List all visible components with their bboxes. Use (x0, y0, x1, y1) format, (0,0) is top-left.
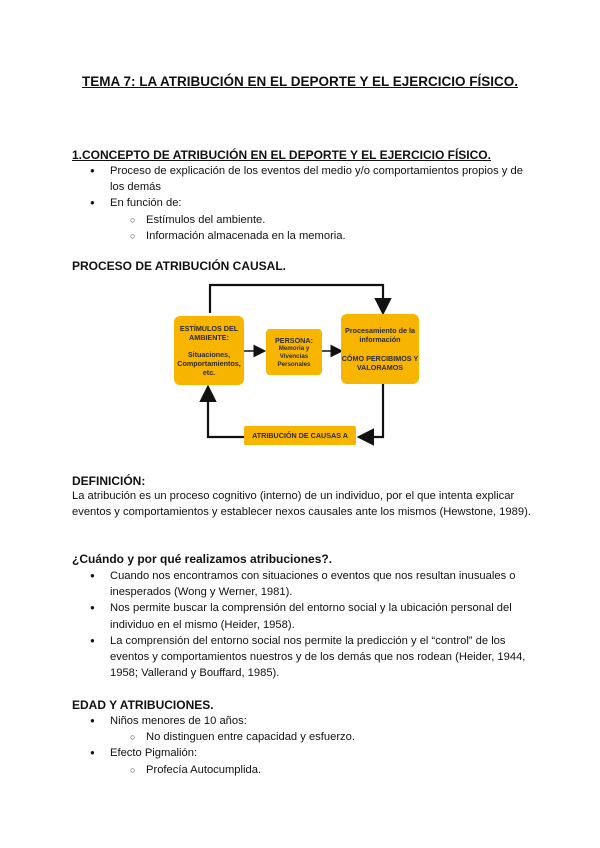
list-item: ● La comprensión del entorno social nos permite la predicción y el “control” de los eventos y comportamientos nuestros y de los demás que nos rodean (Heider, 1944, 1958; Vallerand y Bouffard, 1985). (90, 633, 530, 682)
list-item: ● Proceso de explicación de los eventos del medio y/o comportamientos propios y de los demás (90, 163, 530, 195)
sub-list (110, 729, 530, 745)
processing-box (341, 314, 419, 384)
section1-heading: 1.CONCEPTO DE ATRIBUCIÓN EN EL DEPORTE Y EL EJERCICIO FÍSICO. (72, 148, 491, 162)
person-box (266, 329, 322, 375)
sub-list-item: ○ Estímulos del ambiente. (110, 212, 530, 228)
definition-text: La atribución es un proceso cognitivo (interno) de un individuo, por el que intenta explicar eventos y comportamientos y establecer nexos causales ante los mismos (Hewstone, 1989). (72, 490, 531, 519)
list-item (90, 713, 530, 745)
top-feedback-arrow (210, 285, 383, 313)
list-item-label: Niños menores de 10 años: (110, 715, 247, 727)
processing-box-body: CÓMO PERCIBIMOS Y VALORAMOS (341, 354, 419, 372)
sub-list (110, 762, 530, 778)
list-item-label: Efecto Pigmalión: (110, 747, 198, 760)
process-heading: PROCESO DE ATRIBUCIÓN CAUSAL. (72, 259, 287, 273)
stimuli-box-title: ESTÍMULOS DEL AMBIENTE: (179, 324, 239, 342)
attribution-box-label: ATRIBUCIÓN DE CAUSAS A (252, 431, 348, 440)
list-item: ● Cuando nos encontramos con situaciones o eventos que nos resultan inusuales o inesperados (Wong y Werner, 1981). (90, 568, 530, 600)
list-item: ● Nos permite buscar la comprensión del entorno social y la ubicación personal del individuo en el mismo (Heider, 1958). (90, 600, 530, 632)
list-item-label: En función de: (110, 197, 182, 210)
definition-heading: DEFINICIÓN: (72, 474, 146, 488)
processing-box-title: Procesamiento de la información (345, 326, 415, 344)
stimuli-box-body: Situaciones, Comportamientos, etc. (177, 350, 241, 377)
age-list (90, 713, 530, 778)
age-heading: EDAD Y ATRIBUCIONES. (72, 698, 214, 712)
left-up-arrow (208, 389, 244, 437)
sub-list-item: ○ Información almacenada en la memoria. (110, 228, 530, 244)
list-item (90, 745, 530, 777)
right-down-arrow (361, 382, 383, 437)
when-why-list (90, 568, 530, 681)
person-box-body: Memoria y Vivencias Personales (277, 344, 311, 368)
when-why-heading: ¿Cuándo y por qué realizamos atribuciones?. (72, 552, 333, 566)
stimuli-box (174, 316, 244, 385)
sub-list-item: ○ Profecía Autocumplida. (110, 762, 530, 778)
sub-list-item: ○ No distinguen entre capacidad y esfuerzo. (110, 729, 530, 745)
page-title: TEMA 7: LA ATRIBUCIÓN EN EL DEPORTE Y EL EJERCICIO FÍSICO. (81, 74, 519, 89)
person-box-title: PERSONA: (275, 335, 313, 345)
attribution-box (244, 426, 356, 445)
